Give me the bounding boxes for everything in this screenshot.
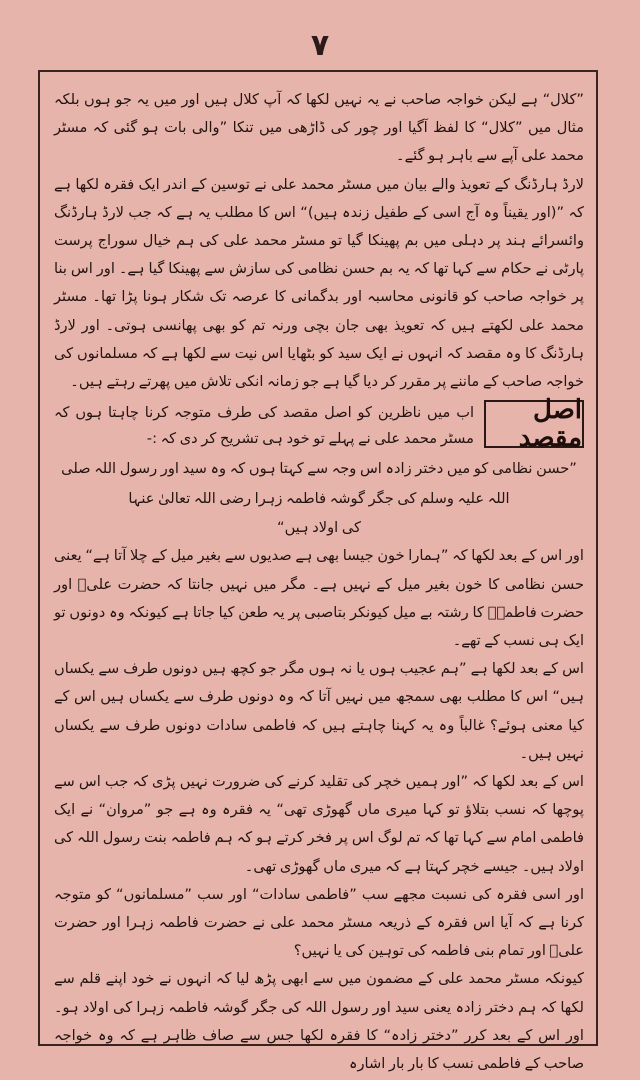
paragraph-2: لارڈ ہارڈنگ کے تعویذ والے بیان میں مسٹر محمد علی نے توسین کے اندر ایک فقرہ لکھا ہے کہ ”(اور یقیناً وہ آج اسی کے طفیل زندہ ہیں)“ اس کا مطلب یہ ہے کہ جب لارڈ ہارڈنگ وائسرائے ہند پر دہلی میں بم پھینکا گیا تو مسٹر محمد علی کی ہم خیال سوراج پرست پارٹی نے حکام سے کہا تھا کہ یہ بم حسن نظامی کی سازش سے پھینکا گیا ہے۔ اور اس بنا پر خواجہ صاحب کو قانونی محاسبہ اور بدگمانی کا عرصہ تک شکار ہونا پڑا تھا۔ مسٹر محمد علی لکھتے ہیں کہ تعویذ بھی جان بچی ورنہ تم کو بھی پھانسی ہوتی۔ اور لارڈ ہارڈنگ کا وہ مقصد کہ انہوں نے ایک سید کو بٹھایا اس نیت سے لکھا ہے کہ مسلمانوں کی خواجہ صاحب کے ماننے پر مقرر کر دیا گیا ہے جو زمانہ انکی تلاش میں پھرتے رہتے ہیں۔: [54, 175, 584, 391]
paragraph-7: کیونکہ مسٹر محمد علی کے مضمون میں سے ابھی پڑھ لیا کہ انہوں نے خود اپنے قلم سے لکھا کہ ہم دختر زادہ یعنی سید اور رسول اللہ کی جگر گوشہ فاطمہ زہرا کی اولاد ہو۔ اور اس کے بعد کرر ”دختر زادہ“ کا فقرہ لکھا جس سے صاف ظاہر ہے کہ وہ خواجہ صاحب کے فاطمی نسب کا بار بار اشارہ: [54, 970, 584, 1073]
paragraph-3: اور اس کے بعد لکھا کہ ”ہمارا خون جیسا بھی ہے صدیوں سے بغیر میل کے چلا آتا ہے“ یعنی حسن نظامی کا خون بغیر میل کے نہیں ہے۔ مگر میں نہیں جانتا کہ حضرت علیؑ اور حضرت فاطمہؑ کا رشتہ بے میل کیونکر بتاصبی پر یہ طعن کیا جاتا ہے کیونکہ وہ دونوں تو ایک ہی نسب کے تھے۔: [54, 547, 584, 650]
page-content: [54, 86, 584, 1078]
paragraph-5: اس کے بعد لکھا کہ ”اور ہمیں خچر کی تقلید کرنے کی ضرورت نہیں پڑی کہ جب اس سے پوچھا کہ نسب بتلاؤ تو کہا میری ماں گھوڑی تھی“ یہ فقرہ وہ ہے جو ”مروان“ نے ایک فاطمی امام سے کہا تھا کہ تم لوگ اس پر فخر کرتے ہو کہ ہم فاطمہ بنت رسول اللہ کی اولاد ہیں۔ جیسے خچر کہتا ہے کہ میری ماں گھوڑی تھی۔: [54, 773, 584, 875]
page-number: ۷: [310, 28, 330, 63]
paragraph-4: اس کے بعد لکھا ہے ”ہم عجیب ہوں یا نہ ہوں مگر جو کچھ ہیں دونوں طرف سے یکساں ہیں“ اس کا مطلب بھی سمجھ میں نہیں آتا کہ وہ دونوں طرف سے یکساں ہیں اس کے کیا معنی ہوئے؟ غالباً وہ یہ کہنا چاہتے ہیں کہ فاطمی سادات دونوں طرف سے یکساں نہیں ہیں۔: [54, 660, 584, 762]
block-quote-ending: کی اولاد ہیں“: [277, 519, 361, 537]
text-frame: [38, 70, 598, 1073]
block-quote: ”حسن نظامی کو میں دختر زادہ اس وجہ سے کہتا ہوں کہ وہ سید اور رسول اللہ صلی اللہ علیہ وسلم کی جگر گوشہ فاطمہ زہرا رضی اللہ تعالیٰ عنہا: [61, 460, 577, 508]
section-heading-row: [54, 395, 584, 454]
paragraph-1: ”کلال“ ہے لیکن خواجہ صاحب نے یہ نہیں لکھا کہ آپ کلال ہیں اور میں یہ جو ہوں بلکہ مثال میں ”کلال“ کا لفظ آگیا اور چور کی ڈاڑھی میں تنکا ”والی بات ہو گئی کہ مسٹر محمد علی آپے سے باہر ہو گئے۔: [54, 91, 584, 165]
section-heading: اصل مقصد: [484, 400, 584, 448]
section-intro: اب میں ناظرین کو اصل مقصد کی طرف متوجہ کرنا چاہتا ہوں کہ مسٹر محمد علی نے پہلے تو خود ہی تشریح کر دی کہ :-: [54, 404, 474, 448]
paragraph-6: اور اسی فقرہ کی نسبت مجھے سب ”فاطمی سادات“ اور سب ”مسلمانوں“ کو متوجہ کرنا ہے کہ آیا اس فقرہ کے ذریعہ مسٹر محمد علی نے حضرت فاطمہ زہرا اور حضرت علیؑ اور تمام بنی فاطمہ کی توہین کی یا نہیں؟: [54, 885, 584, 960]
